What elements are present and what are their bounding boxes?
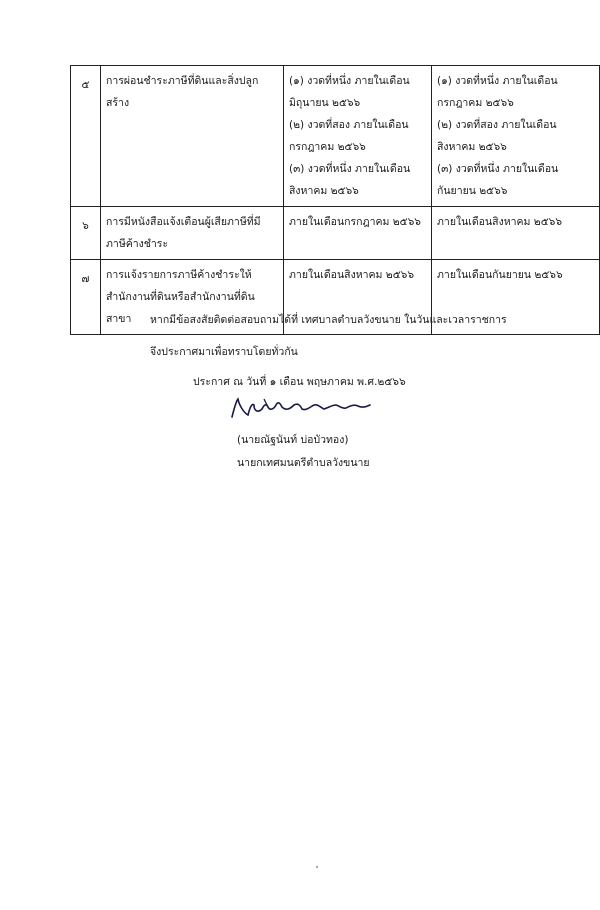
period-line: (๓) งวดที่หนึ่ง ภายในเดือน <box>437 163 559 175</box>
period-line: กรกฎาคม ๒๕๖๖ <box>437 97 514 109</box>
contact-line: หากมีข้อสงสัยติดต่อสอบถามได้ที่ เทศบาลตำบลวังขนาย ในวันและเวลาราชการ <box>150 314 507 326</box>
period-line: (๒) งวดที่สอง ภายในเดือน <box>437 119 557 131</box>
row-number: ๖ <box>71 207 101 260</box>
period-line: กันยายน ๒๕๖๖ <box>437 185 508 197</box>
period-line: ภายในเดือนกันยายน ๒๕๖๖ <box>437 269 563 281</box>
period-line: ภายในเดือนสิงหาคม ๒๕๖๖ <box>437 216 563 228</box>
announce-line: จึงประกาศมาเพื่อทราบโดยทั่วกัน <box>150 346 298 358</box>
period-line: สิงหาคม ๒๕๖๖ <box>289 185 359 197</box>
row-number: ๕ <box>71 66 101 207</box>
period-line: มิถุนายน ๒๕๖๖ <box>289 97 361 109</box>
period-extended <box>432 66 600 207</box>
period-line: ภายในเดือนกรกฎาคม ๒๕๖๖ <box>289 216 421 228</box>
scan-speck <box>316 866 318 868</box>
table-row <box>71 207 600 260</box>
signer-name: (นายณัฐนันท์ บ่อบัวทอง) <box>237 434 349 446</box>
period-current <box>284 207 432 260</box>
row-number: ๗ <box>71 260 101 335</box>
period-current <box>284 66 432 207</box>
schedule-table <box>70 65 600 335</box>
row-item: การแจ้งรายการภาษีค้างชำระให้สำนักงานที่ดินหรือสำนักงานที่ดินสาขา <box>101 260 284 335</box>
period-line: (๓) งวดที่หนึ่ง ภายในเดือน <box>289 163 411 175</box>
table-row <box>71 66 600 207</box>
date-line: ประกาศ ณ วันที่ ๑ เดือน พฤษภาคม พ.ศ.๒๕๖๖ <box>193 376 406 388</box>
period-line: (๒) งวดที่สอง ภายในเดือน <box>289 119 409 131</box>
period-extended <box>432 207 600 260</box>
row-item: การผ่อนชำระภาษีที่ดินและสิ่งปลูกสร้าง <box>101 66 284 207</box>
period-line: (๑) งวดที่หนึ่ง ภายในเดือน <box>437 75 558 87</box>
period-line: กรกฎาคม ๒๕๖๖ <box>289 141 366 153</box>
period-line: สิงหาคม ๒๕๖๖ <box>437 141 507 153</box>
signer-title: นายกเทศมนตรีตำบลวังขนาย <box>237 457 370 469</box>
signature-image <box>228 395 388 425</box>
row-item: การมีหนังสือแจ้งเตือนผู้เสียภาษีที่มีภาษีค้างชำระ <box>101 207 284 260</box>
period-line: (๑) งวดที่หนึ่ง ภายในเดือน <box>289 75 410 87</box>
period-line: ภายในเดือนสิงหาคม ๒๕๖๖ <box>289 269 415 281</box>
